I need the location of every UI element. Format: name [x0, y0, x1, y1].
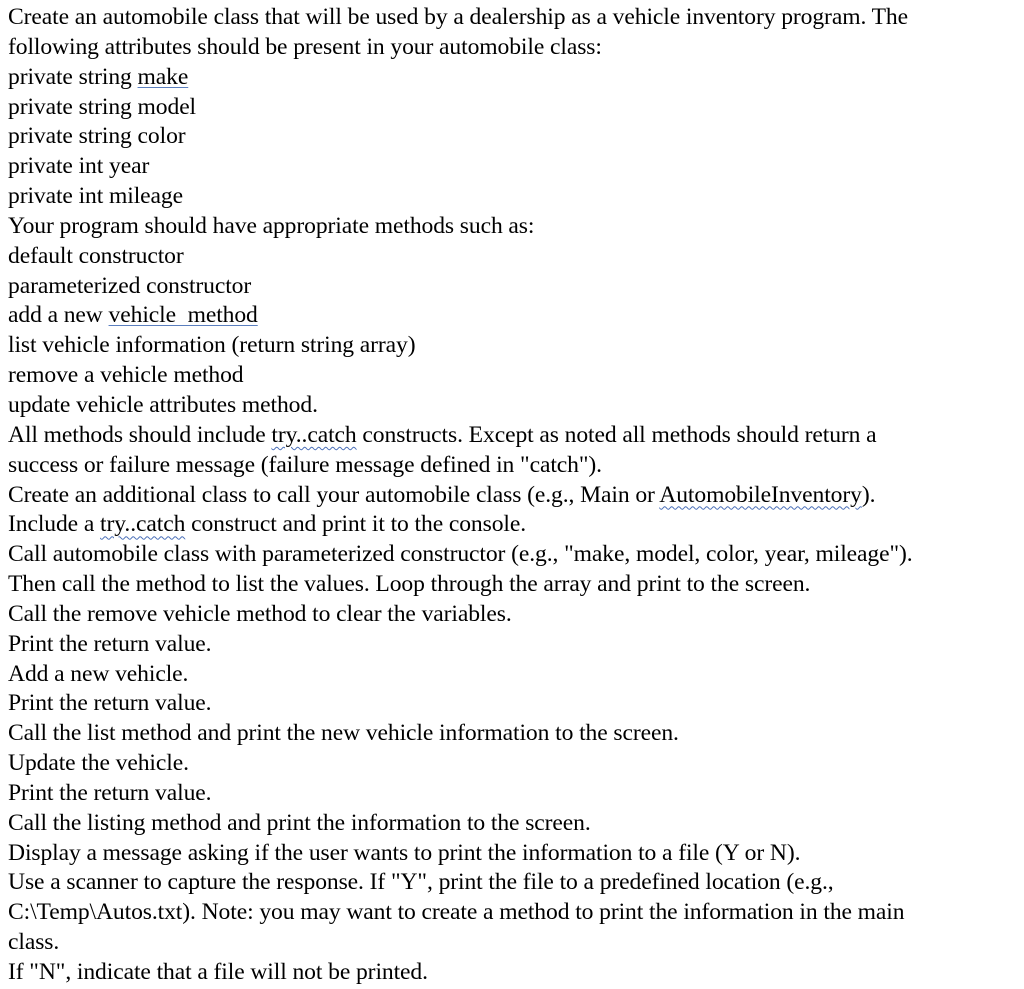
- text-line: list vehicle information (return string array): [8, 332, 416, 359]
- text-line: default constructor: [8, 242, 184, 269]
- text-line: Then call the method to list the values. Loop through the array and print to the screen.: [8, 571, 811, 598]
- text-segment: constructs. Except as noted all methods should return a: [356, 421, 877, 448]
- text-line: Call the list method and print the new vehicle information to the screen.: [8, 720, 679, 747]
- text-line: Print the return value.: [8, 690, 212, 717]
- text-line: Call automobile class with parameterized constructor (e.g., "make, model, color, year, mileage").: [8, 541, 913, 568]
- text-line: private int mileage: [8, 183, 183, 210]
- text-line: [8, 510, 1020, 540]
- text-line: Your program should have appropriate methods such as:: [8, 212, 535, 239]
- text-line: parameterized constructor: [8, 272, 252, 299]
- text-segment: construct and print it to the console.: [185, 511, 527, 538]
- text-line: class.: [8, 929, 60, 956]
- text-segment: private string: [8, 63, 138, 90]
- spellcheck-word-automobile-inventory: AutomobileInventory: [659, 481, 862, 508]
- text-segment: Create an additional class to call your automobile class (e.g., Main or: [8, 481, 660, 508]
- text-segment: Include a: [8, 511, 101, 538]
- text-line: Create an automobile class that will be used by a dealership as a vehicle inventory program. The: [8, 4, 908, 30]
- spellcheck-word-try-catch: try..catch: [100, 511, 186, 538]
- text-line: private string model: [8, 93, 197, 120]
- text-segment: All methods should include: [8, 421, 272, 448]
- text-line: Print the return value.: [8, 779, 212, 806]
- text-line: [8, 63, 1020, 93]
- text-line: If "N", indicate that a file will not be printed.: [8, 959, 428, 985]
- text-line: remove a vehicle method: [8, 362, 244, 389]
- text-line: Print the return value.: [8, 630, 212, 657]
- text-line: [8, 301, 1020, 331]
- text-line: Call the listing method and print the information to the screen.: [8, 809, 591, 836]
- text-line: [8, 481, 1020, 511]
- text-line: C:\Temp\Autos.txt). Note: you may want to create a method to print the information in the main: [8, 899, 905, 926]
- spellcheck-word-try-catch: try..catch: [271, 421, 357, 448]
- text-line: Use a scanner to capture the response. If "Y", print the file to a predefined location (e.g.,: [8, 869, 834, 896]
- text-line: [8, 421, 1020, 451]
- text-line: private string color: [8, 123, 186, 150]
- underlined-word-make: make: [137, 63, 189, 90]
- text-line: Add a new vehicle.: [8, 660, 189, 687]
- text-line: success or failure message (failure message defined in "catch").: [8, 451, 602, 478]
- text-line: private int year: [8, 153, 150, 180]
- top-crop-edge: [0, 0, 1024, 2]
- underlined-phrase-vehicle-method: vehicle method: [108, 302, 258, 329]
- text-line: Call the remove vehicle method to clear the variables.: [8, 600, 512, 627]
- text-line: following attributes should be present in your automobile class:: [8, 33, 602, 60]
- text-line: update vehicle attributes method.: [8, 391, 318, 418]
- text-line: Display a message asking if the user wants to print the information to a file (Y or N).: [8, 839, 801, 866]
- text-segment: ).: [861, 481, 876, 508]
- text-segment: add a new: [8, 302, 109, 329]
- document-body: [8, 3, 1020, 988]
- text-line: Update the vehicle.: [8, 750, 189, 777]
